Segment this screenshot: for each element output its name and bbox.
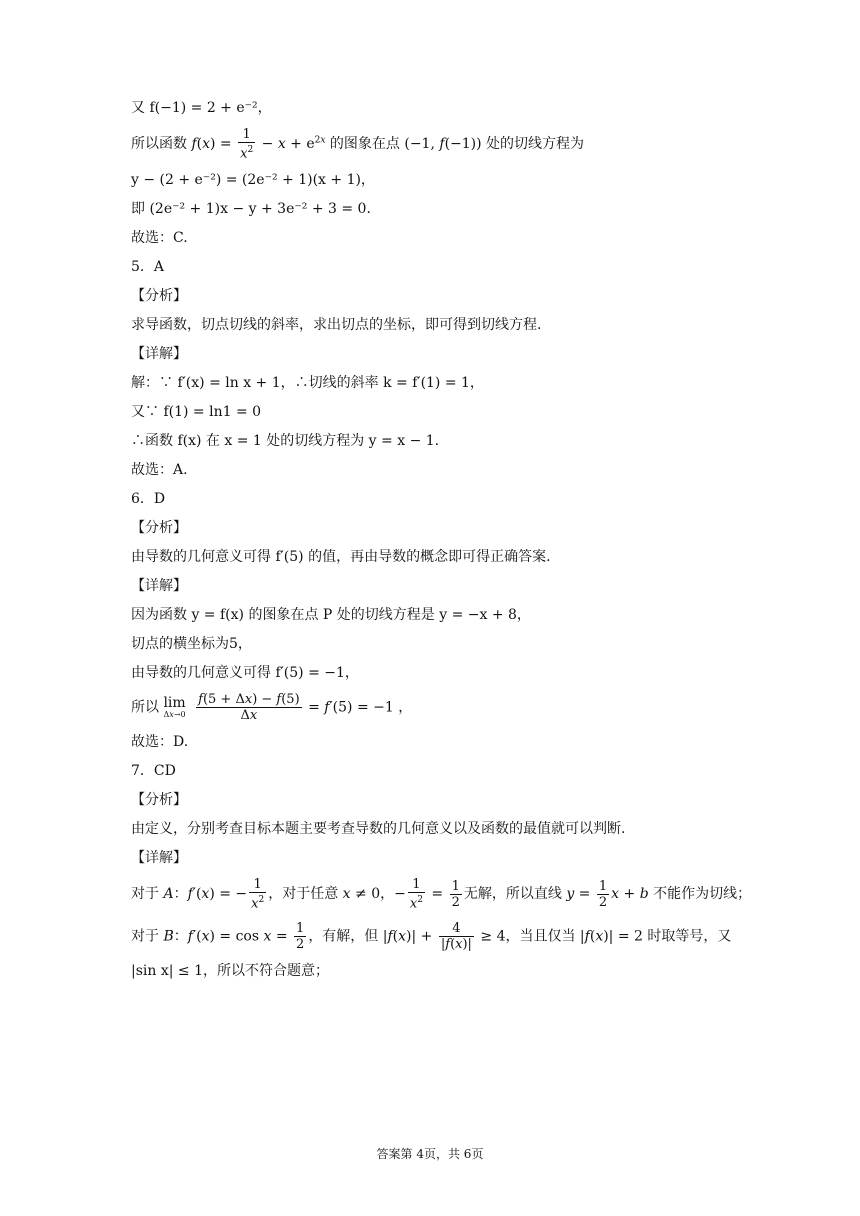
page-content <box>131 98 752 981</box>
text-line: 求导函数，切点切线的斜率，求出切点的坐标，即可得到切线方程. <box>131 317 542 334</box>
text-line: 切点的横坐标为5， <box>131 636 252 653</box>
text-line: |sin x| ≤ 1，所以不符合题意； <box>131 962 329 979</box>
text-line: 故选：C. <box>131 230 188 247</box>
text-line: ∴函数 f(x) 在 x = 1 处的切线方程为 y = x − 1. <box>131 433 440 450</box>
text-line: 所以 lim Δx→0 $\frac{f(5 + \Delta x) - f(5)}{\Delta x}$ = f′(5) = −1 ， <box>131 692 413 724</box>
section-heading: 【详解】 <box>131 346 187 363</box>
section-heading: 【详解】 <box>131 578 187 595</box>
text-line: 由导数的几何意义可得 f′(5) = −1， <box>131 665 359 682</box>
section-heading: 【分析】 <box>131 288 187 305</box>
text-line: 由定义，分别考查目标本题主要考查导数的几何意义以及函数的最值就可以判断. <box>131 821 626 838</box>
text-line: 又 f(−1) = 2 + e⁻²， <box>131 100 272 116</box>
question-number: 5．A <box>131 259 165 276</box>
text-line: 即 (2e⁻² + 1)x − y + 3e⁻² + 3 = 0． <box>131 201 381 218</box>
section-heading: 【详解】 <box>131 850 187 867</box>
text-line: y − (2 + e⁻²) = (2e⁻² + 1)(x + 1)， <box>131 172 375 189</box>
section-heading: 【分析】 <box>131 520 187 537</box>
text-line: 故选：A. <box>131 462 188 479</box>
text-line: 所以函数 f(x) = $\frac{1}{x^2}$ − $x + e^{2x}$ 的图象在点 (−1, f(−1)) 处的切线方程为 <box>131 127 585 162</box>
text-line: 由导数的几何意义可得 f′(5) 的值，再由导数的概念即可得正确答案. <box>131 549 551 566</box>
text-line: 对于 B：f′(x) = cos x = $\frac{1}{2}$ ，有解，但 |f(x)| + $\frac{4}{|f(x)|}$ ≥ 4，当且仅当 |f(x)| = 2 时取等号，又 <box>131 920 732 952</box>
text-line: 对于 A：f′(x) = − $\frac{1}{x^2}$ ，对于任意 x ≠ 0，− $\frac{1}{x^2}$ = $\frac{1}{2}$ 无解，所以直线 y = $\frac{1}{2}$ x + b 不能作为切线； <box>131 877 752 912</box>
text-line: 因为函数 y = f(x) 的图象在点 P 处的切线方程是 y = −x + 8， <box>131 607 531 624</box>
text-line: 故选：D. <box>131 734 189 751</box>
text-line: 又∵ f(1) = ln1 = 0 <box>131 404 262 421</box>
page-footer: 答案第 4页，共 6页 <box>376 1147 484 1161</box>
question-number: 6．D <box>131 491 166 508</box>
text-line: 解：∵ f′(x) = ln x + 1，∴切线的斜率 k = f′(1) = 1， <box>131 375 484 392</box>
question-number: 7．CD <box>131 763 176 780</box>
section-heading: 【分析】 <box>131 792 187 809</box>
